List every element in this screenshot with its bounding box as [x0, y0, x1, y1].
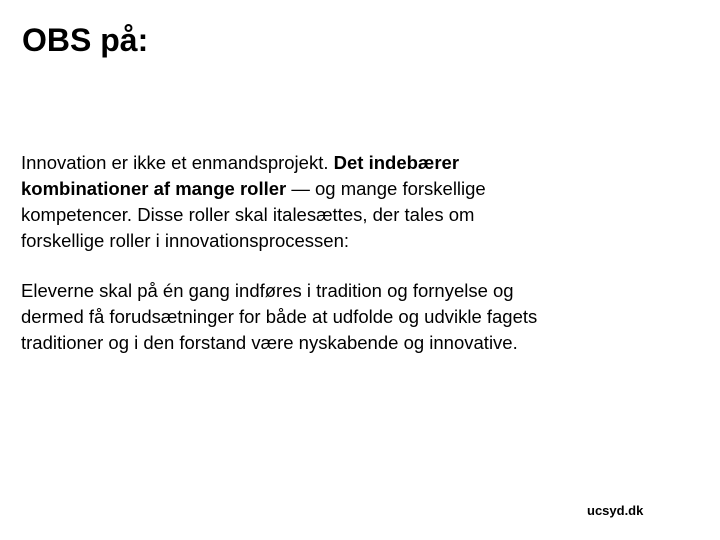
slide-body — [21, 150, 561, 380]
paragraph-2: Eleverne skal på én gang indføres i tradition og fornyelse og dermed få forudsætninger for både at udfolde og udvikle fagets traditioner og i den forstand være nyskabende og innovative. — [21, 280, 538, 353]
paragraph-1 — [21, 150, 561, 254]
footer-brand-text: ucsyd.dk — [587, 503, 644, 518]
paragraph-1-lead: Innovation er ikke et enmandsprojekt. — [21, 152, 334, 173]
paragraph-1-rest: — og mange forskellige kompetencer. Disse roller skal italesættes, der tales om forskellige roller i innovationsprocessen: — [21, 178, 486, 251]
slide-title: OBS på: — [22, 22, 149, 58]
paragraph-1-emphasis: Det indebærer kombinationer af mange roller — [21, 152, 460, 199]
